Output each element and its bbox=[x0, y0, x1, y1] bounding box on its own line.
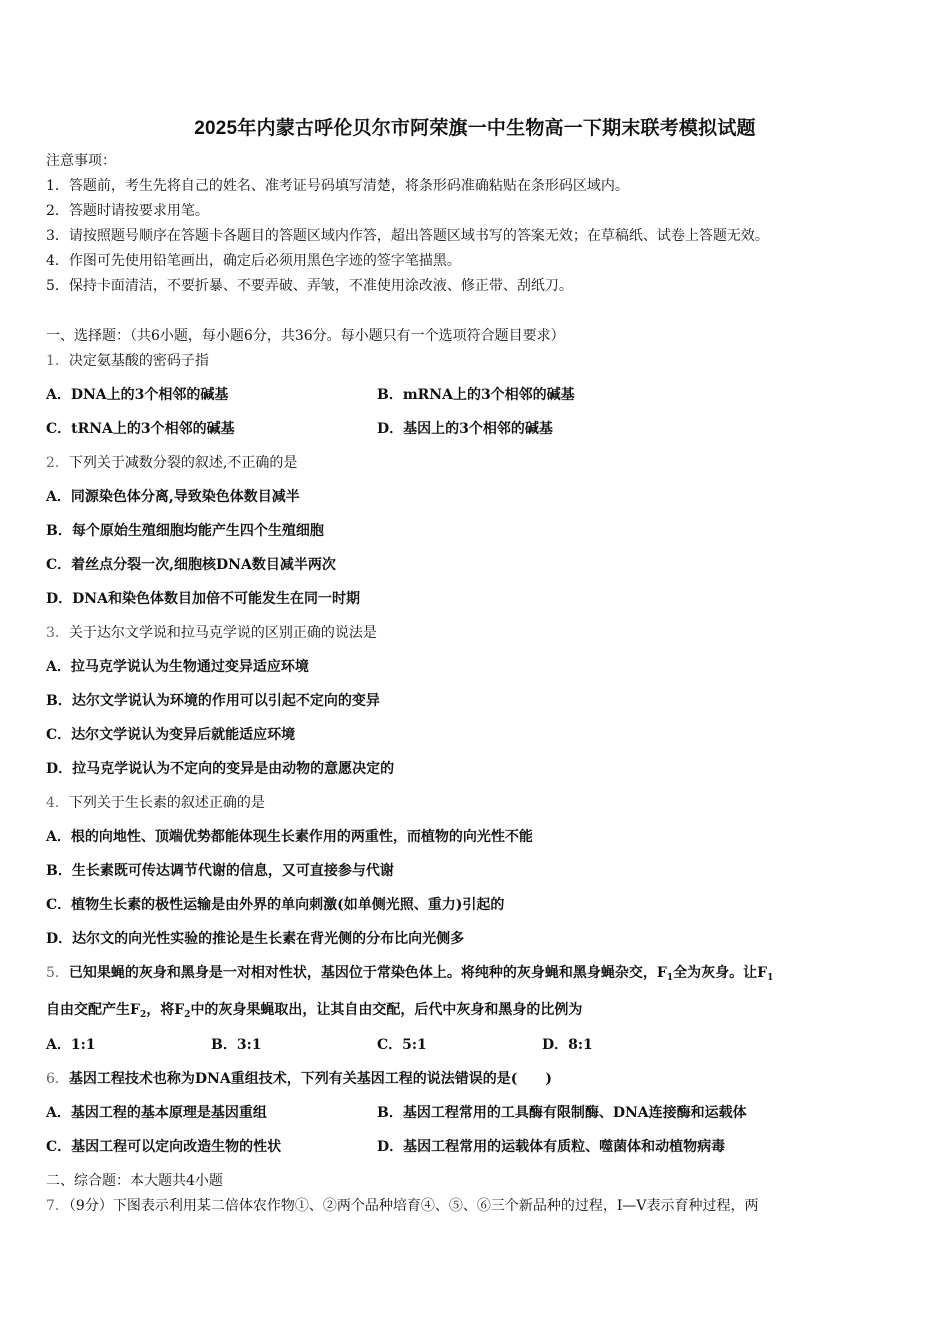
notice-item: 2．答题时请按要求用笔。 bbox=[46, 203, 209, 219]
notice-item: 5．保持卡面清洁，不要折暴、不要弄破、弄皱，不准使用涂改液、修正带、刮纸刀。 bbox=[46, 278, 573, 294]
question-text: ，将F bbox=[146, 1002, 185, 1018]
q1-option-a[interactable]: A．DNA上的3个相邻的碱基 bbox=[46, 387, 229, 403]
q1-option-b[interactable]: B．mRNA上的3个相邻的碱基 bbox=[377, 387, 575, 403]
q3-option-c[interactable]: C．达尔文学说认为变异后就能适应环境 bbox=[46, 727, 296, 743]
question-number: 2． bbox=[46, 455, 69, 471]
q5-option-b[interactable]: B．3:1 bbox=[211, 1037, 262, 1053]
question-6-stem bbox=[46, 1069, 552, 1089]
question-7-stem bbox=[46, 1196, 758, 1216]
q5-option-a[interactable]: A．1:1 bbox=[46, 1037, 96, 1053]
question-text: 下列关于减数分裂的叙述,不正确的是 bbox=[68, 455, 298, 471]
section2-heading: 二、综合题：本大题共4小题 bbox=[46, 1173, 223, 1189]
notice-heading: 注意事项： bbox=[46, 153, 116, 169]
subscript: 2 bbox=[184, 1010, 191, 1020]
question-5-stem bbox=[46, 963, 773, 983]
page-title: 2025年内蒙古呼伦贝尔市阿荣旗一中生物高一下期末联考模拟试题 bbox=[194, 118, 756, 139]
q5-option-d[interactable]: D．8:1 bbox=[542, 1037, 593, 1053]
question-number: 1． bbox=[46, 353, 69, 369]
q3-option-a[interactable]: A．拉马克学说认为生物通过变异适应环境 bbox=[46, 659, 309, 675]
question-number: 4． bbox=[46, 795, 69, 811]
question-2-stem bbox=[46, 453, 297, 473]
question-number: 3． bbox=[46, 625, 69, 641]
question-3-stem bbox=[46, 623, 377, 643]
notice-item: 3．请按照题号顺序在答题卡各题目的答题区域内作答，超出答题区域书写的答案无效；在草稿纸、试卷上答题无效。 bbox=[46, 228, 769, 244]
q2-option-a[interactable]: A．同源染色体分离,导致染色体数目减半 bbox=[46, 489, 300, 505]
question-number: 5． bbox=[46, 965, 69, 981]
question-text: 自由交配产生F bbox=[46, 1002, 140, 1018]
q6-option-c[interactable]: C．基因工程可以定向改造生物的性状 bbox=[46, 1139, 282, 1155]
subscript: 1 bbox=[767, 973, 774, 983]
q4-option-b[interactable]: B．生长素既可传达调节代谢的信息，又可直接参与代谢 bbox=[46, 863, 394, 879]
q1-option-c[interactable]: C．tRNA上的3个相邻的碱基 bbox=[46, 421, 235, 437]
question-text: 下列关于生长素的叙述正确的是 bbox=[68, 795, 265, 811]
q5-option-c[interactable]: C．5:1 bbox=[377, 1037, 427, 1053]
q6-option-b[interactable]: B．基因工程常用的工具酶有限制酶、DNA连接酶和运载体 bbox=[377, 1105, 747, 1121]
question-text: 基因工程技术也称为DNA重组技术，下列有关基因工程的说法错误的是( ) bbox=[68, 1071, 552, 1087]
question-number: 7． bbox=[46, 1198, 69, 1214]
q2-option-c[interactable]: C．着丝点分裂一次,细胞核DNA数目减半两次 bbox=[46, 557, 336, 573]
question-text: （9分）下图表示利用某二倍体农作物①、②两个品种培育④、⑤、⑥三个新品种的过程，Ⅰ—Ⅴ表示育种过程，两 bbox=[68, 1198, 759, 1214]
notice-item: 4．作图可先使用铅笔画出，确定后必须用黑色字迹的签字笔描黑。 bbox=[46, 253, 461, 269]
q3-option-b[interactable]: B．达尔文学说认为环境的作用可以引起不定向的变异 bbox=[46, 693, 380, 709]
q2-option-b[interactable]: B．每个原始生殖细胞均能产生四个生殖细胞 bbox=[46, 523, 324, 539]
section1-heading: 一、选择题：（共6小题，每小题6分，共36分。每小题只有一个选项符合题目要求） bbox=[46, 328, 565, 344]
q6-option-d[interactable]: D．基因工程常用的运载体有质粒、噬菌体和动植物病毒 bbox=[377, 1139, 726, 1155]
question-text: 关于达尔文学说和拉马克学说的区别正确的说法是 bbox=[68, 625, 377, 641]
q6-option-a[interactable]: A．基因工程的基本原理是基因重组 bbox=[46, 1105, 267, 1121]
q4-option-a[interactable]: A．根的向地性、顶端优势都能体现生长素作用的两重性，而植物的向光性不能 bbox=[46, 829, 533, 845]
q1-option-d[interactable]: D．基因上的3个相邻的碱基 bbox=[377, 421, 553, 437]
subscript: 2 bbox=[139, 1010, 147, 1020]
q2-option-d[interactable]: D．DNA和染色体数目加倍不可能发生在同一时期 bbox=[46, 591, 360, 607]
question-4-stem bbox=[46, 793, 265, 813]
q4-option-c[interactable]: C．植物生长素的极性运输是由外界的单向刺激(如单侧光照、重力)引起的 bbox=[46, 897, 505, 913]
question-text: 中的灰身果蝇取出，让其自由交配，后代中灰身和黑身的比例为 bbox=[190, 1002, 583, 1018]
question-text: 决定氨基酸的密码子指 bbox=[68, 353, 209, 369]
q4-option-d[interactable]: D．达尔文的向光性实验的推论是生长素在背光侧的分布比向光侧多 bbox=[46, 931, 465, 947]
subscript: 1 bbox=[666, 973, 674, 983]
q3-option-d[interactable]: D．拉马克学说认为不定向的变异是由动物的意愿决定的 bbox=[46, 761, 395, 777]
question-5-stem-line2 bbox=[46, 1000, 582, 1020]
question-1-stem bbox=[46, 351, 209, 371]
question-text: 已知果蝇的灰身和黑身是一对相对性状，基因位于常染色体上。将纯种的灰身蝇和黑身蝇杂交，F bbox=[68, 965, 667, 981]
question-text: 全为灰身。让F bbox=[673, 965, 768, 981]
notice-item: 1．答题前，考生先将自己的姓名、准考证号码填写清楚，将条形码准确粘贴在条形码区域内。 bbox=[46, 178, 629, 194]
question-number: 6． bbox=[46, 1071, 69, 1087]
